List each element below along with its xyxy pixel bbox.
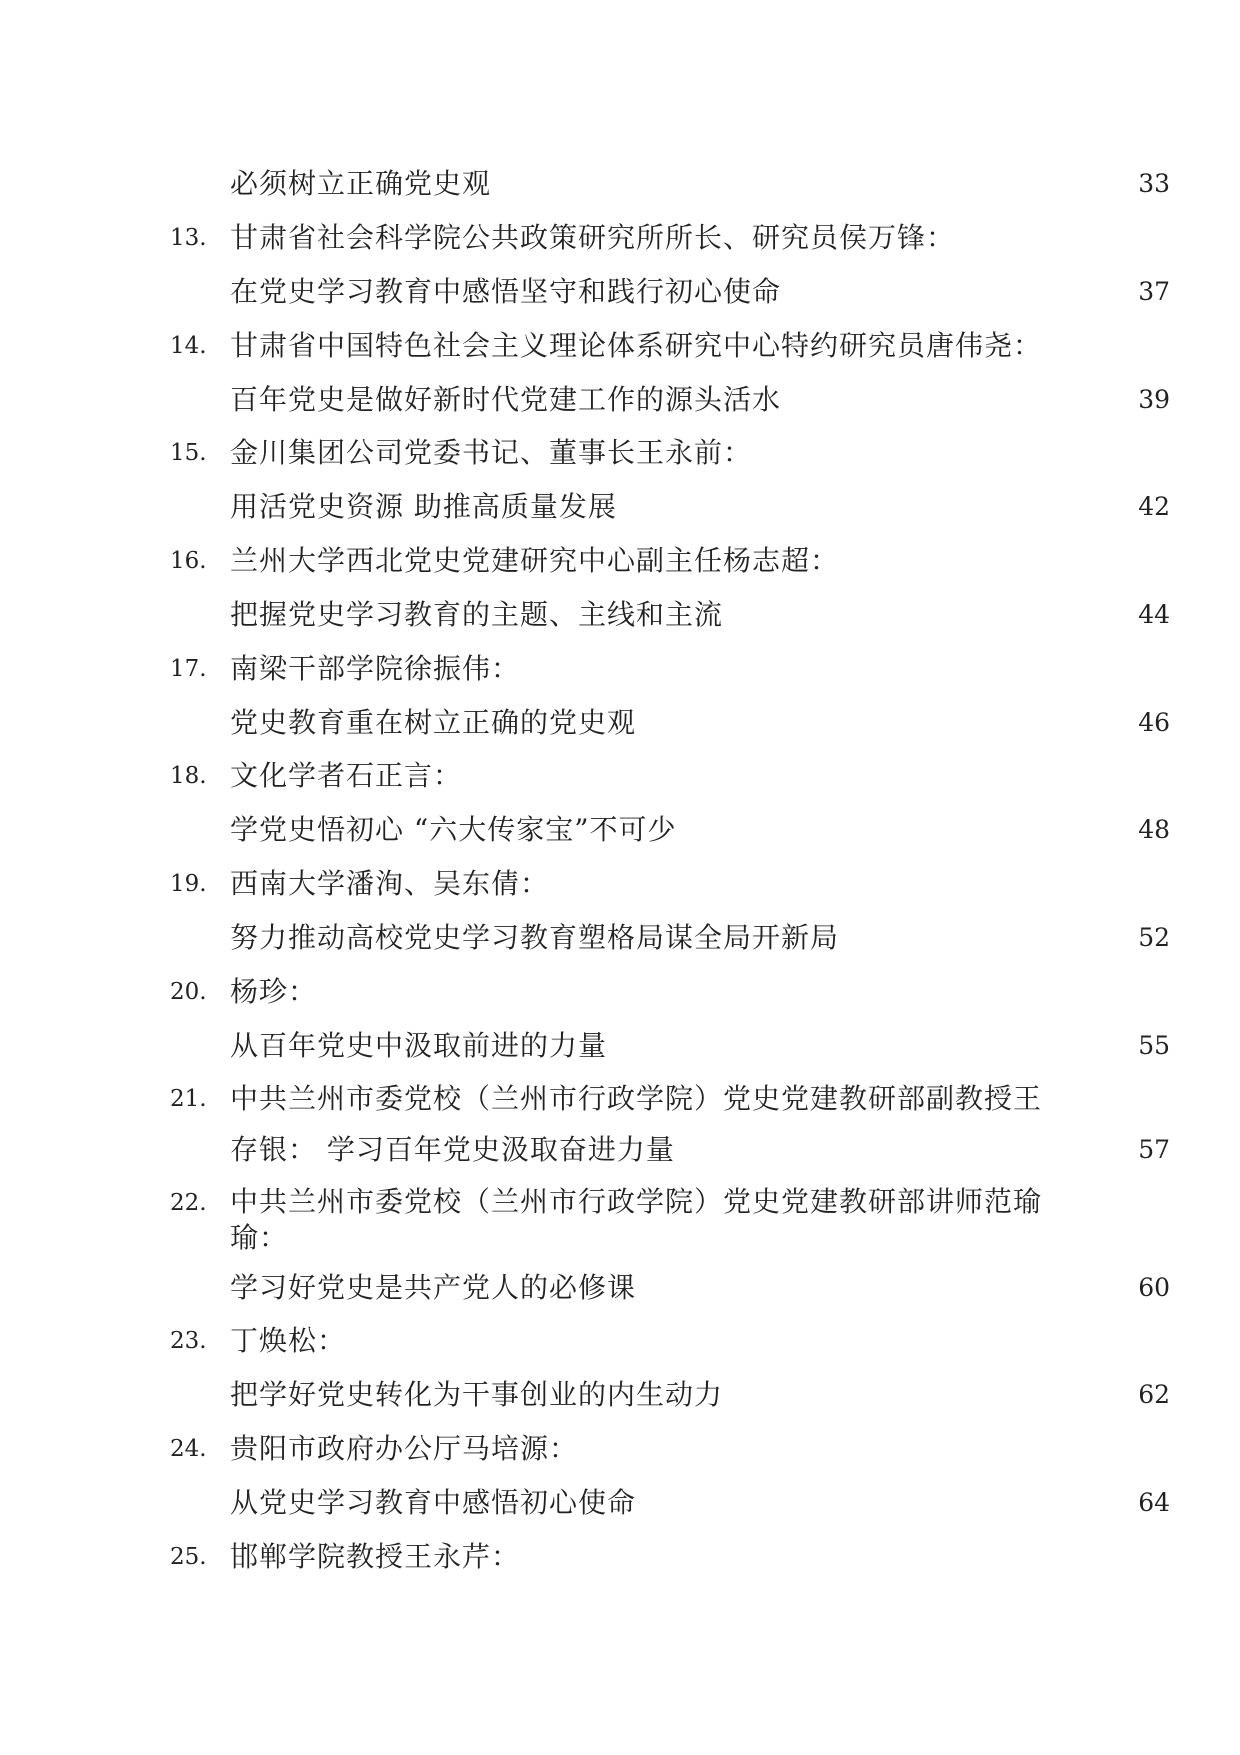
toc-title-line xyxy=(0,1127,1240,1173)
toc-title: 把握党史学习教育的主题、主线和主流 xyxy=(230,598,724,631)
toc-number: 23. xyxy=(170,1328,207,1354)
toc-page-number: 42 xyxy=(1138,492,1170,521)
toc-title-line xyxy=(0,1023,1240,1069)
toc-title: 党史教育重在树立正确的党史观 xyxy=(230,706,637,739)
toc-title: 学党史悟初心 “六大传家宝”不可少 xyxy=(230,813,677,846)
toc-title: 从党史学习教育中感悟初心使命 xyxy=(230,1486,637,1519)
toc-page-number: 64 xyxy=(1138,1488,1170,1517)
toc-author: 金川集团公司党委书记、董事长王永前： xyxy=(230,436,753,469)
toc-title: 存银： 学习百年党史汲取奋进力量 xyxy=(230,1133,675,1166)
toc-title: 把学好党史转化为干事创业的内生动力 xyxy=(230,1378,724,1411)
toc-title-line xyxy=(0,1480,1240,1526)
toc-author-line xyxy=(0,1076,1240,1122)
toc-number: 21. xyxy=(170,1086,207,1112)
toc-title: 努力推动高校党史学习教育塑格局谋全局开新局 xyxy=(230,921,840,954)
toc-author-line xyxy=(0,969,1240,1015)
toc-number: 17. xyxy=(170,656,207,682)
toc-title-line xyxy=(0,700,1240,746)
toc-author: 甘肃省中国特色社会主义理论体系研究中心特约研究员唐伟尧： xyxy=(230,329,1043,362)
toc-author: 中共兰州市委党校（兰州市行政学院）党史党建教研部副教授王 xyxy=(230,1082,1043,1115)
toc-author: 贵阳市政府办公厅马培源： xyxy=(230,1432,579,1465)
toc-title: 百年党史是做好新时代党建工作的源头活水 xyxy=(230,383,782,416)
toc-page-number: 52 xyxy=(1138,923,1170,952)
toc-title-line xyxy=(0,915,1240,961)
toc-author: 西南大学潘洵、吴东倩： xyxy=(230,867,550,900)
toc-page-number: 57 xyxy=(1138,1135,1170,1164)
toc-author: 丁焕松： xyxy=(230,1324,347,1357)
toc-author: 中共兰州市委党校（兰州市行政学院）党史党建教研部讲师范瑜瑜： xyxy=(230,1185,1043,1254)
toc-title-line xyxy=(0,377,1240,423)
toc-page-number: 62 xyxy=(1138,1380,1170,1409)
toc-number: 18. xyxy=(170,763,207,789)
toc-title-line xyxy=(0,269,1240,315)
toc-title-line xyxy=(0,1265,1240,1311)
toc-number: 16. xyxy=(170,548,207,574)
toc-page-number: 33 xyxy=(1138,169,1170,198)
toc-author-line xyxy=(0,538,1240,584)
toc-author: 甘肃省社会科学院公共政策研究所所长、研究员侯万锋： xyxy=(230,221,956,254)
toc-title: 必须树立正确党史观 xyxy=(230,167,492,200)
toc-author-line xyxy=(0,215,1240,261)
toc-author-line xyxy=(0,1180,1240,1260)
toc-number: 22. xyxy=(170,1190,207,1216)
toc-title: 学习好党史是共产党人的必修课 xyxy=(230,1271,637,1304)
toc-number: 24. xyxy=(170,1436,207,1462)
toc-author: 兰州大学西北党史党建研究中心副主任杨志超： xyxy=(230,544,840,577)
toc-number: 15. xyxy=(170,440,207,466)
toc-page-number: 37 xyxy=(1138,277,1170,306)
toc-page-number: 44 xyxy=(1138,600,1170,629)
toc-number: 19. xyxy=(170,871,207,897)
toc-number: 13. xyxy=(170,225,207,251)
toc-page-number: 60 xyxy=(1138,1273,1170,1302)
toc-author-line xyxy=(0,323,1240,369)
toc-page-number: 48 xyxy=(1138,815,1170,844)
toc-author-line xyxy=(0,1534,1240,1580)
toc-number: 20. xyxy=(170,979,207,1005)
toc-title-line xyxy=(0,592,1240,638)
toc-page-number: 46 xyxy=(1138,708,1170,737)
toc-title: 用活党史资源 助推高质量发展 xyxy=(230,490,617,523)
toc-page-number: 55 xyxy=(1138,1031,1170,1060)
toc-author-line xyxy=(0,861,1240,907)
toc-page-number: 39 xyxy=(1138,385,1170,414)
toc-title: 从百年党史中汲取前进的力量 xyxy=(230,1029,608,1062)
toc-number: 14. xyxy=(170,333,207,359)
toc-number: 25. xyxy=(170,1544,207,1570)
toc-title-line xyxy=(0,1372,1240,1418)
toc-author-line xyxy=(0,753,1240,799)
toc-title: 在党史学习教育中感悟坚守和践行初心使命 xyxy=(230,275,782,308)
toc-title-line xyxy=(0,484,1240,530)
toc-author-line xyxy=(0,646,1240,692)
toc-author-line xyxy=(0,1318,1240,1364)
toc-author: 文化学者石正言： xyxy=(230,759,463,792)
toc-author: 邯郸学院教授王永芹： xyxy=(230,1540,521,1573)
toc-author: 南梁干部学院徐振伟： xyxy=(230,652,521,685)
toc-author: 杨珍： xyxy=(230,975,318,1008)
toc-author-line xyxy=(0,430,1240,476)
toc-author-line xyxy=(0,1426,1240,1472)
toc-title-line xyxy=(0,161,1240,207)
toc-title-line xyxy=(0,807,1240,853)
